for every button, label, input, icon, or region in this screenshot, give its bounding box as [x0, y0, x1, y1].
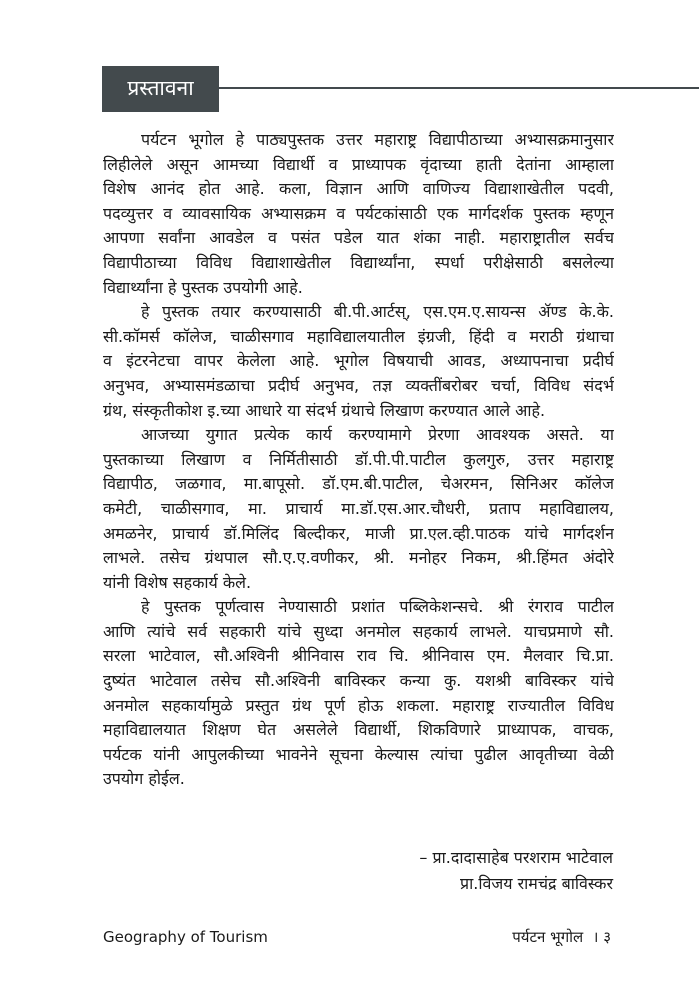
paragraph-line: लिहीलेले असून आमच्या विद्यार्थी व प्राध्यापक वृंदाच्या हाती देतांना आम्हाला — [103, 154, 614, 174]
heading-rule — [219, 87, 699, 89]
paragraph — [103, 423, 614, 595]
paragraph-line: पर्यटक यांनी आपुलकीच्या भावनेने सूचना केल्यास त्यांचा पुढील आवृतीच्या वेळी — [103, 744, 614, 764]
paragraph-line: महाविद्यालयात शिक्षण घेत असलेले विद्यार्थी, शिकविणारे प्राध्यापक, वाचक, — [103, 720, 614, 740]
paragraph-line: लाभले. तसेच ग्रंथपाल सौ.ए.ए.वणीकर, श्री. मनोहर निकम, श्री.हिंमत अंदोरे — [103, 548, 614, 568]
paragraph-line: सरला भाटेवाल, सौ.अश्विनी श्रीनिवास राव चि. श्रीनिवास एम. मैलवार चि.प्रा. — [103, 646, 614, 666]
paragraph — [103, 300, 614, 423]
paragraph-line: पुस्तकाच्या लिखाण व निर्मितीसाठी डॉ.पी.पी.पाटील कुलगुरु, उत्तर महाराष्ट्र — [103, 449, 614, 469]
paragraph-line: विद्यापीठाच्या विविध विद्याशाखेतील विद्यार्थ्यांना, स्पर्धा परीक्षेसाठी बसलेल्या — [103, 252, 614, 272]
paragraph-line: विशेष आनंद होत आहे. कला, विज्ञान आणि वाणिज्य विद्याशाखेतील पदवी, — [103, 179, 614, 199]
section-heading: प्रस्तावना — [127, 76, 194, 100]
paragraph-line: विद्यार्थ्यांना हे पुस्तक उपयोगी आहे. — [103, 277, 303, 297]
paragraph-line: यांनी विशेष सहकार्य केले. — [103, 572, 252, 592]
paragraph-line: हे पुस्तक पूर्णत्वास नेण्यासाठी प्रशांत पब्लिकेशन्सचे. श्री रंगराव पाटील — [141, 597, 614, 617]
paragraph-line: अनमोल सहकार्यामुळे प्रस्तुत ग्रंथ पूर्ण होऊ शकला. महाराष्ट्र राज्यातील विविध — [103, 695, 614, 715]
paragraph-line: सी.कॉमर्स कॉलेज, चाळीसगाव महाविद्यालयातील इंग्रजी, हिंदी व मराठी ग्रंथाचा — [103, 326, 614, 346]
paragraph-line: आजच्या युगात प्रत्येक कार्य करण्यामागे प्रेरणा आवश्यक असते. या — [141, 425, 614, 445]
paragraph-line: आपणा सर्वांना आवडेल व पसंत पडेल यात शंका नाही. महाराष्ट्रातील सर्वच — [103, 228, 614, 248]
signature-1: – प्रा.दादासाहेब परशराम भाटेवाल — [419, 848, 613, 867]
signature-2: प्रा.विजय रामचंद्र बाविस्कर — [460, 874, 613, 893]
paragraph — [103, 128, 614, 300]
paragraph-line: पदव्युत्तर व व्यावसायिक अभ्यासक्रम व पर्यटकांसाठी एक मार्गदर्शक पुस्तक म्हणून — [103, 203, 614, 223]
paragraph-line: विद्यापीठ, जळगाव, मा.बापूसो. डॉ.एम.बी.पाटील, चेअरमन, सिनिअर कॉलेज — [103, 474, 614, 494]
paragraph-line: अनुभव, अभ्यासमंडळाचा प्रदीर्घ अनुभव, तज्ञ व्यक्तींबरोबर चर्चा, विविध संदर्भ — [103, 375, 614, 395]
paragraph-line: व इंटरनेटचा वापर केलेला आहे. भूगोल विषयाची आवड, अध्यापनाचा प्रदीर्घ — [103, 351, 614, 371]
paragraph-line: ग्रंथ, संस्कृतीकोश इ.च्या आधारे या संदर्भ ग्रंथाचे लिखाण करण्यात आले आहे. — [103, 400, 546, 420]
paragraph-line: उपयोग होईल. — [103, 769, 185, 789]
paragraph-line: आणि त्यांचे सर्व सहकारी यांचे सुध्दा अनमोल सहकार्य लाभले. याचप्रमाणे सौ. — [103, 621, 614, 641]
paragraph-line: हे पुस्तक तयार करण्यासाठी बी.पी.आर्टस्, एस.एम.ए.सायन्स ॲण्ड के.के. — [141, 302, 614, 322]
paragraph-line: कमेटी, चाळीसगाव, मा. प्राचार्य मा.डॉ.एस.आर.चौधरी, प्रताप महाविद्यालय, — [103, 498, 614, 518]
section-heading-box — [102, 66, 219, 112]
footer-book-title: Geography of Tourism — [103, 928, 268, 946]
footer-page-number: पर्यटन भूगोल । ३ — [512, 928, 611, 946]
paragraph-line: पर्यटन भूगोल हे पाठ्यपुस्तक उत्तर महाराष्ट्र विद्यापीठाच्या अभ्यासक्रमानुसार — [141, 130, 614, 149]
preface-body — [103, 128, 614, 792]
paragraph-line: दुष्यंत भाटेवाल तसेच सौ.अश्विनी बाविस्कर कन्या कु. यशश्री बाविस्कर यांचे — [103, 671, 614, 691]
paragraph-line: अमळनेर, प्राचार्य डॉ.मिलिंद बिल्दीकर, माजी प्रा.एल.व्ही.पाठक यांचे मार्गदर्शन — [103, 523, 614, 543]
paragraph — [103, 595, 614, 792]
